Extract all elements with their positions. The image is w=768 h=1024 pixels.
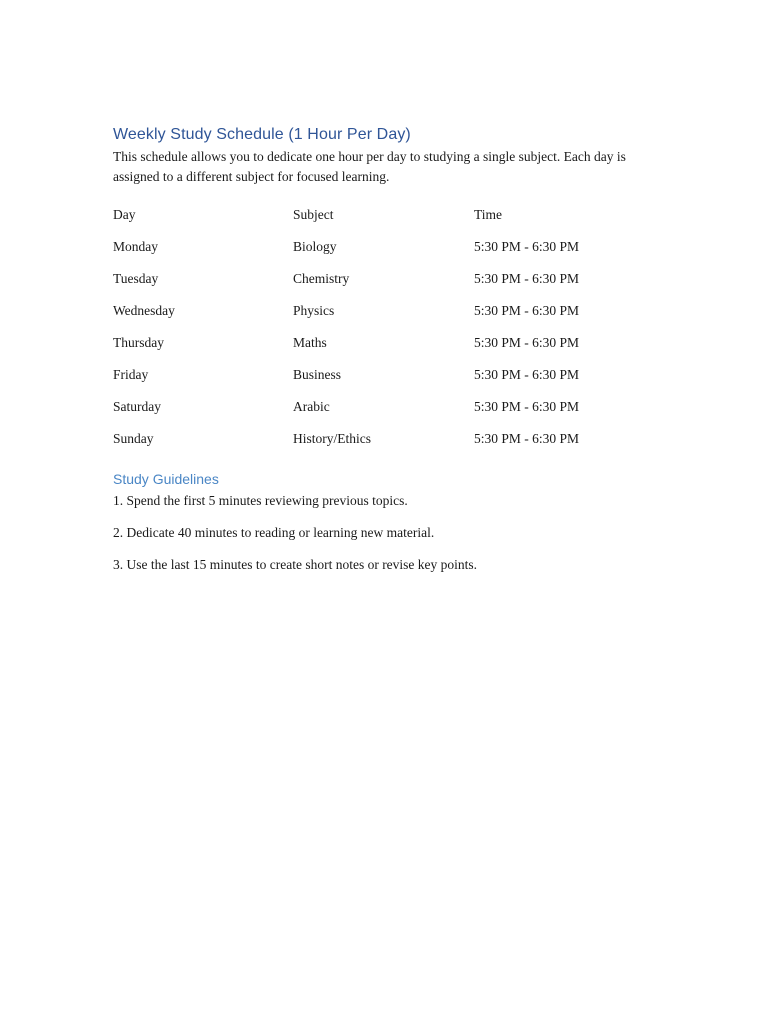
table-row: [113, 231, 658, 263]
subject-cell: Chemistry: [293, 271, 350, 286]
header-subject: Subject: [293, 207, 334, 222]
header-time: Time: [474, 207, 503, 222]
list-item: 2. Dedicate 40 minutes to reading or learning new material.: [113, 525, 435, 540]
day-cell: Tuesday: [113, 271, 159, 286]
table-row: [113, 391, 658, 423]
day-cell: Sunday: [113, 431, 154, 446]
list-item: 1. Spend the first 5 minutes reviewing previous topics.: [113, 493, 408, 508]
day-cell: Thursday: [113, 335, 164, 350]
time-cell: 5:30 PM - 6:30 PM: [474, 399, 580, 414]
header-day: Day: [113, 207, 136, 222]
guidelines-list: [113, 491, 658, 575]
schedule-table: [113, 199, 658, 455]
subject-cell: Arabic: [293, 399, 330, 414]
time-cell: 5:30 PM - 6:30 PM: [474, 335, 580, 350]
day-cell: Friday: [113, 367, 149, 382]
document-page: [113, 125, 658, 587]
time-cell: 5:30 PM - 6:30 PM: [474, 239, 580, 254]
time-cell: 5:30 PM - 6:30 PM: [474, 367, 580, 382]
intro-paragraph: This schedule allows you to dedicate one hour per day to studying a single subject. Each day is assigned to a different subject for focused learning.: [113, 149, 626, 184]
table-row: [113, 327, 658, 359]
day-cell: Wednesday: [113, 303, 175, 318]
subject-cell: Physics: [293, 303, 335, 318]
list-item: 3. Use the last 15 minutes to create short notes or revise key points.: [113, 557, 478, 572]
day-cell: Saturday: [113, 399, 161, 414]
time-cell: 5:30 PM - 6:30 PM: [474, 303, 580, 318]
subject-cell: Biology: [293, 239, 337, 254]
table-header-row: [113, 199, 658, 231]
table-row: [113, 423, 658, 455]
subject-cell: Business: [293, 367, 342, 382]
time-cell: 5:30 PM - 6:30 PM: [474, 271, 580, 286]
time-cell: 5:30 PM - 6:30 PM: [474, 431, 580, 446]
subject-cell: History/Ethics: [293, 431, 371, 446]
guidelines-heading: Study Guidelines: [113, 471, 219, 487]
day-cell: Monday: [113, 239, 158, 254]
table-row: [113, 263, 658, 295]
table-row: [113, 359, 658, 391]
table-row: [113, 295, 658, 327]
document-title: Weekly Study Schedule (1 Hour Per Day): [113, 126, 411, 143]
subject-cell: Maths: [293, 335, 327, 350]
